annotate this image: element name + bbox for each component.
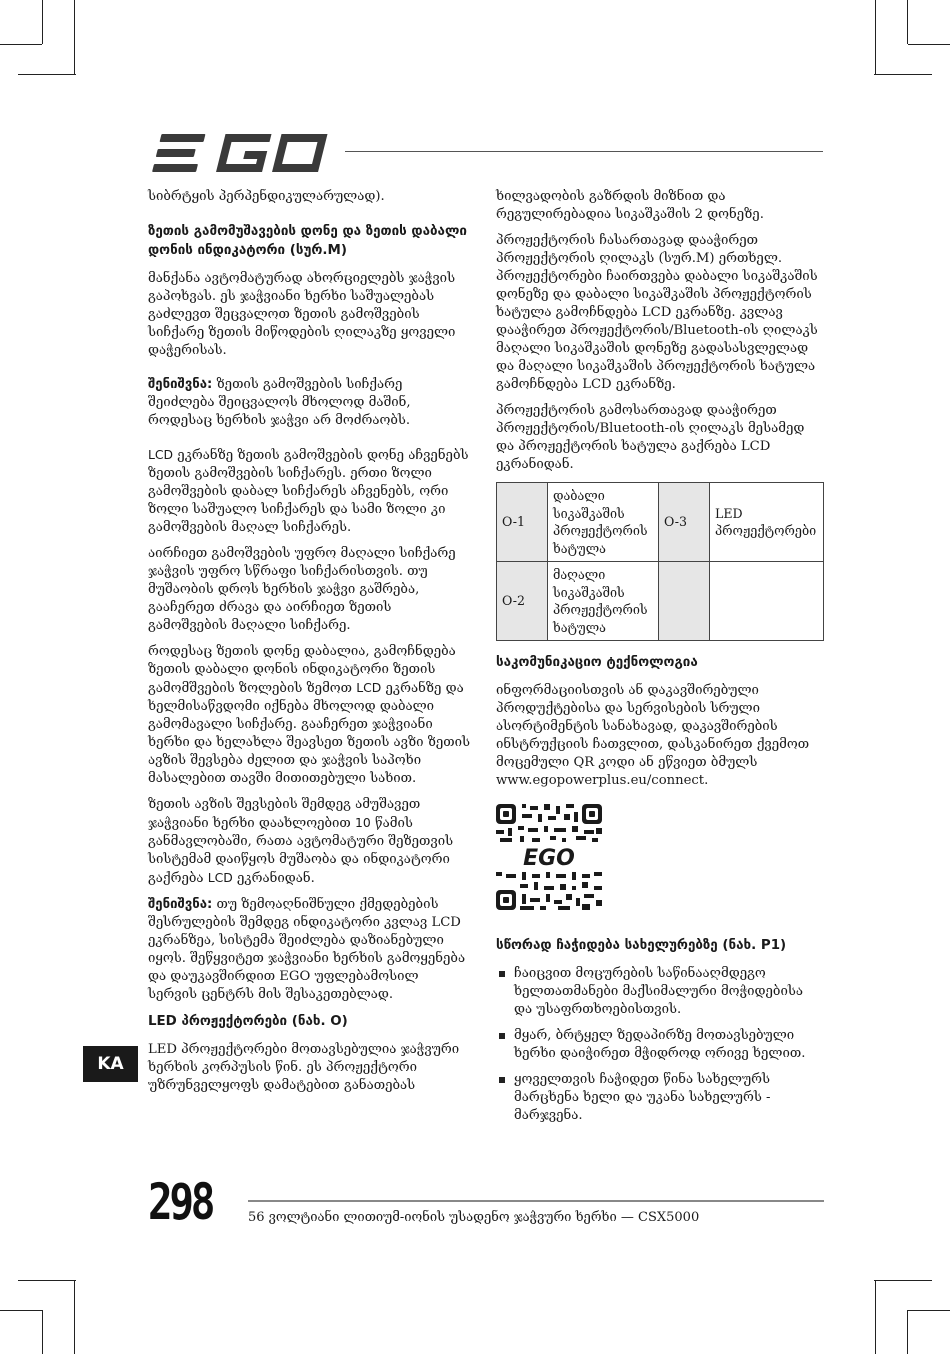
after-fill-text-a: ზეთის ავზის შევსების შემდეგ ამუშავეთ ჯაჭვიანი ხერხი დაახლოებით: [148, 797, 421, 831]
led-paragraph: LED პროჟექტორები მოთავსებულია ჯაჭვური ხერხის კორპუსის წინ. ეს პროჟექტორი უზრუნველყოფს დამატებით განათებას: [148, 1042, 460, 1093]
crop-mark: [42, 1310, 43, 1354]
oil-paragraph: მანქანა ავტომატურად ახორციელებს ჯაჭვის გაპოხვას. ეს ჯაჭვიანი ხერხი საშუალებას გაძლევთ შეცვალოთ ზეთის გამოშვების სიჩქარე ზეთის მიწოდების ღილაკზე ყოველი დაჭერისას.: [148, 271, 456, 358]
after-fill-text-c: ეკრანიდან.: [232, 871, 315, 886]
crop-mark: [875, 1280, 876, 1354]
switch-off-paragraph: პროჟექტორის გამოსართავად დააჭირეთ პროჟექტორის/Bluetooth-ის ღილაკს მესამედ და პროჟექტორის ხატულა გაქრება LCD ეკრანიდან.: [496, 403, 805, 472]
table-cell-code: O-2: [497, 562, 548, 641]
header-rule: [345, 151, 823, 152]
communication-heading: საკომუნიკაციო ტექნოლოგია: [496, 655, 698, 670]
list-item: ჩაიცვით მოცურების საწინააღმდეგო ხელთათმანები მაქსიმალური მოჭიდებისა და უსაფრთხოებისთვის.: [496, 965, 824, 1019]
lcd-paragraph: [148, 446, 470, 537]
lcd-term: LCD: [207, 870, 233, 885]
table-cell-desc: დაბალი სიკაშკაშის პროჟექტორის ხატულა: [548, 483, 659, 562]
note-text: ზეთის გამოშვების სიჩქარე შეიძლება შეიცვალოს მხოლოდ მაშინ, როდესაც ხერხის ჯაჭვი არ მოძრაობს.: [148, 377, 411, 428]
list-item: ყოველთვის ჩაჭიდეთ წინა სახელურს მარცხენა ხელი და უკანა სახელურს - მარჯვენა.: [496, 1071, 824, 1125]
note-text: თუ ზემოაღნიშნული ქმედებების შესრულების შემდეგ ინდიკატორი კვლავ LCD ეკრანზეა, სისტემა შეიძლება დაზიანებული იყოს. შეწყვიტეთ ჯაჭვიანი ხერხის გამოყენება და დაუკავშირდით EGO უფლებამოსილ სერვის ცენტრს მის შესაკეთებლად.: [148, 897, 466, 1002]
crop-mark: [0, 44, 42, 45]
low-oil-paragraph: [148, 643, 470, 788]
note-2: [148, 896, 470, 1004]
after-fill-text-b: წამის განმავლობაში, რათა ავტომატური შეზეთვის სისტემამ დაიწყოს მუშაობა და ინდიკატორი გაქრება: [148, 816, 454, 886]
crop-mark: [74, 1280, 75, 1354]
crop-mark: [18, 74, 76, 75]
grip-heading: სწორად ჩაჭიდება სახელურებზე (ნახ. P1): [496, 938, 787, 953]
note-label: შენიშვნა:: [148, 377, 213, 392]
crop-mark: [74, 0, 75, 74]
crop-mark: [874, 74, 932, 75]
table-cell-empty: [710, 562, 824, 641]
crop-mark: [18, 1280, 76, 1281]
crop-mark: [875, 0, 876, 74]
crop-mark: [874, 1280, 932, 1281]
table-cell-desc: მაღალი სიკაშკაშის პროჟექტორის ხატულა: [548, 562, 659, 641]
lcd-term: LCD: [356, 680, 382, 695]
qr-logo-text: EGO: [523, 846, 575, 871]
right-column: [496, 188, 824, 1133]
led-legend-table: [496, 482, 824, 641]
switch-on-paragraph: პროჟექტორის ჩასართავად დააჭირეთ პროჟექტორის ღილაკს (სურ.M) ერთხელ. პროჟექტორები ჩაირთვება დაბალი სიკაშკაშის დონეზე და დაბალი სიკაშკაშის პროჟექტორის ხატულა გამოჩნდება LCD ეკრანზე. კვლავ დააჭირეთ პროჟექტორის/Bluetooth-ის ღილაკს მაღალი სიკაშკაშის დონეზე გადასასვლელად და მაღალი სიკაშკაშის პროჟექტორის ხატულა გამოჩნდება LCD ეკრანზე.: [496, 233, 818, 392]
footer-rule: [248, 1200, 824, 1202]
led-heading: LED პროჟექტორები (ნახ. O): [148, 1014, 348, 1029]
table-cell-code: O-3: [659, 483, 710, 562]
crop-mark: [42, 0, 43, 44]
low-oil-text-b: ეკრანზე და ხელმისაწვდომი იქნება მხოლოდ დაბალი გამომავალი სიჩქარე. გააჩერეთ ჯაჭვიანი ხერხი და ხელახლა შეავსეთ ზეთის ავზი ზეთის ავზის შევსება ძელით და ჯაჭვის საპოხი მასალებით თავში მითითებული სახით.: [148, 681, 471, 786]
after-fill-paragraph: [148, 796, 470, 888]
note-label: შენიშვნა:: [148, 897, 213, 912]
left-column: [148, 188, 470, 1103]
oil-level-heading: ზეთის გამომუშავების დონე და ზეთის დაბალი დონის ინდიკატორი (სურ.M): [148, 224, 467, 258]
visibility-paragraph: ხილვადობის გაზრდის მიზნით და რეგულირებადია სიკაშკაშის 2 დონეზე.: [496, 189, 764, 222]
lcd-term: LCD: [148, 447, 174, 462]
footer-text: 56 ვოლტიანი ლითიუმ-იონის უსადენო ჯაჭვური ხერხი — CSX5000: [248, 1210, 700, 1225]
lcd-paragraph-text: ეკრანზე ზეთის გამოშვების დონე აჩვენებს ზეთის გამოშვების სიჩქარეს. ერთი ზოლი გამოშვების დაბალ სიჩქარეს აჩვენებს, ორი ზოლი საშუალო სიჩქარეს და სამი ზოლი კი გამოშვების მაღალ სიჩქარეს.: [148, 448, 469, 535]
crop-mark: [907, 1310, 908, 1354]
communication-paragraph: ინფორმაციისთვის ან დაკავშირებული პროდუქტებისა და სერვისების სრული ასორტიმენტის სანახავად, დაკავშირების ინსტრუქციის ჩათვლით, დასკანირეთ ქვემოთ მოცემული QR კოდი ან ეწვიეთ ბმულს www.egopowerplus.eu/connect.: [496, 683, 810, 788]
crop-mark: [0, 1310, 42, 1311]
table-row: [497, 562, 824, 641]
choose-paragraph: აირჩიეთ გამოშვების უფრო მაღალი სიჩქარე ჯაჭვის უფრო სწრაფი სიჩქარისთვის. თუ მუშაობის დროს ხერხის ჯაჭვი გაშრება, გააჩერეთ ძრავა და აირჩიეთ ზეთის გამოშვების მაღალი სიჩქარე.: [148, 546, 456, 633]
qr-code: [496, 804, 602, 910]
table-cell-desc: LED პროჟექტორები: [710, 483, 824, 562]
table-cell-code: O-1: [497, 483, 548, 562]
language-tab: KA: [83, 1046, 138, 1082]
ego-logo: [150, 132, 332, 174]
low-oil-text-a: როდესაც ზეთის დონე დაბალია, გამოჩნდება ზეთის დაბალი დონის ინდიკატორი ზეთის გამომშვების ზოლების ზემოთ: [148, 644, 456, 696]
intro-text: სიბრტყის პერპენდიკულარულად).: [148, 189, 385, 204]
crop-mark: [908, 44, 950, 45]
table-cell-empty: [659, 562, 710, 641]
list-item: მყარ, ბრტყელ ზედაპირზე მოთავსებული ხერხი დაიჭირეთ მჭიდროდ ორივე ხელით.: [496, 1027, 824, 1063]
page-number: 298: [148, 1173, 213, 1231]
table-row: [497, 483, 824, 562]
grip-list: [496, 965, 824, 1125]
seconds-number: 10: [354, 815, 371, 830]
crop-mark: [908, 1310, 950, 1311]
crop-mark: [907, 0, 908, 44]
note-1: [148, 376, 470, 430]
